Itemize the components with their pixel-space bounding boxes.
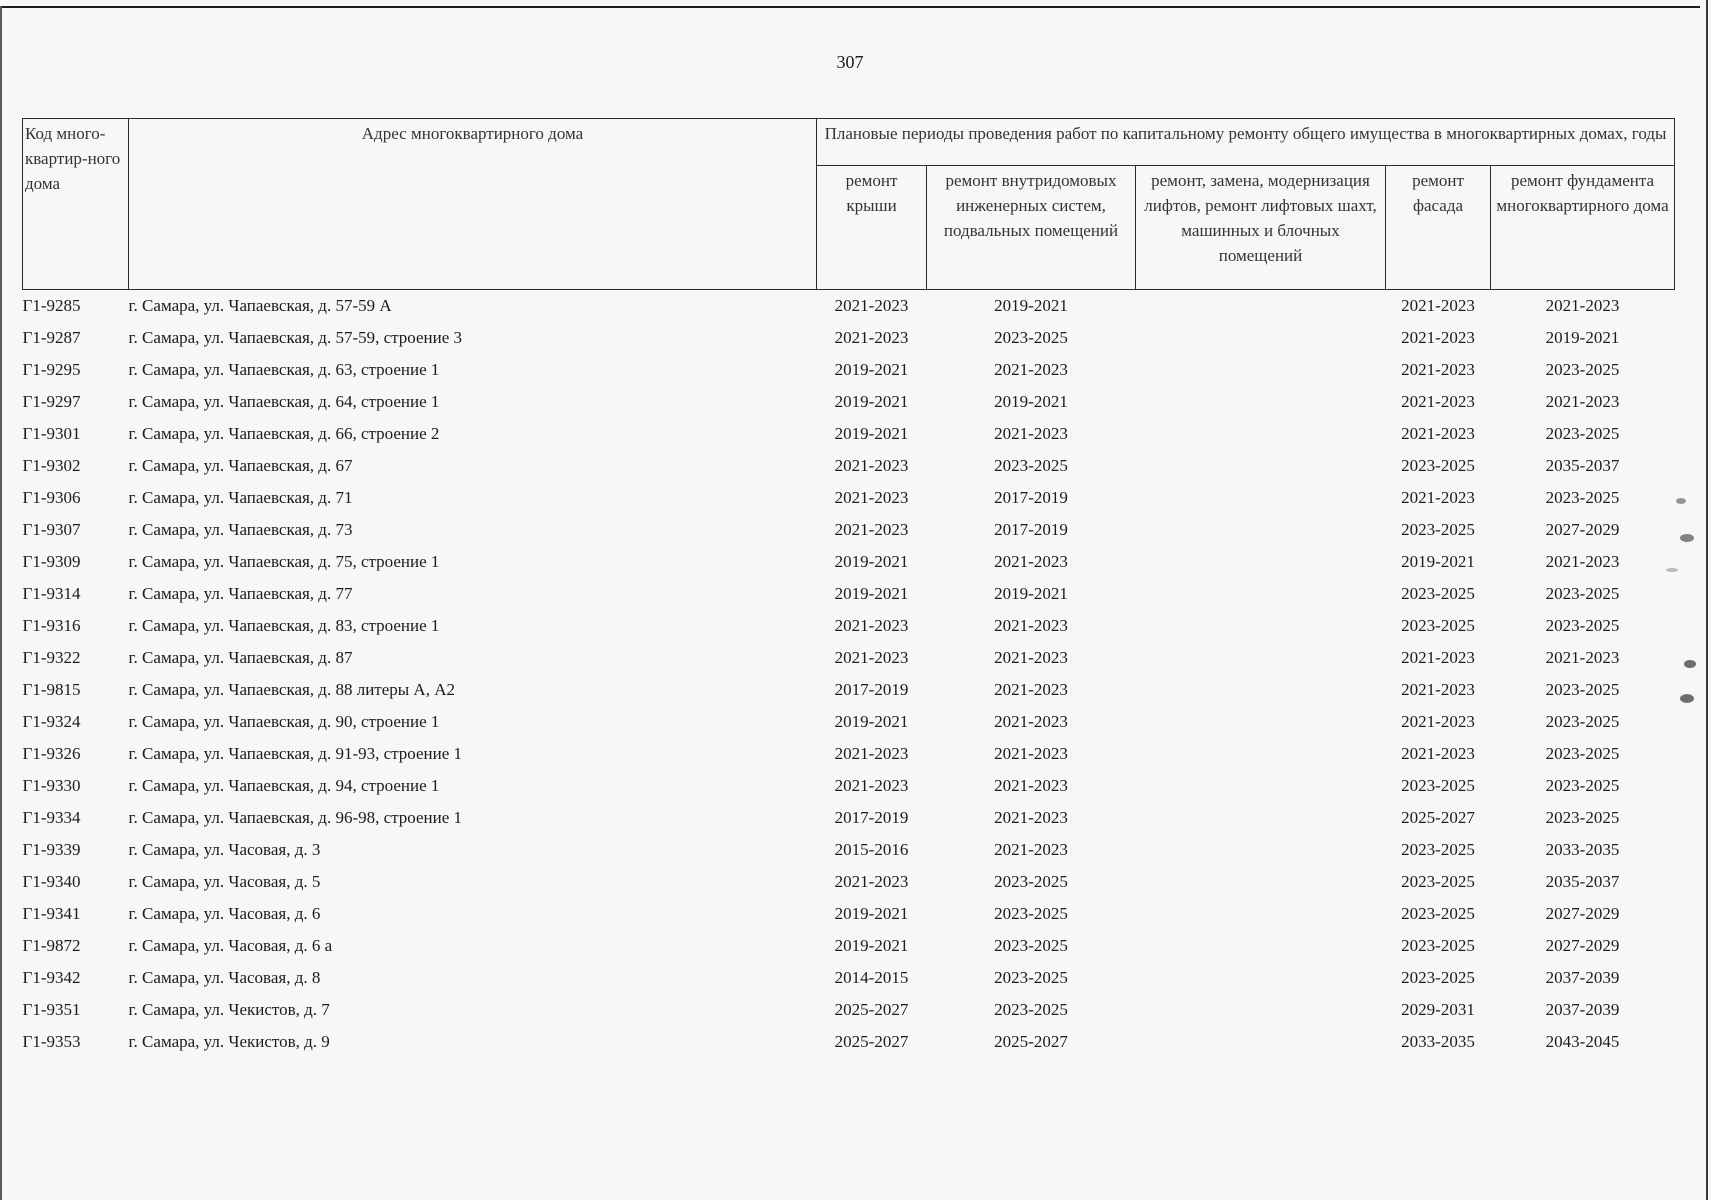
header-foundation: ремонт фундамента многоквартирного дома bbox=[1491, 166, 1675, 290]
row-code: Г1-9322 bbox=[22, 648, 81, 667]
row-foundation: 2023-2025 bbox=[1545, 808, 1620, 827]
row-roof: 2019-2021 bbox=[834, 424, 909, 443]
row-elevators bbox=[1136, 674, 1386, 706]
table-row bbox=[23, 962, 1675, 994]
row-facade: 2033-2035 bbox=[1401, 1032, 1475, 1051]
row-facade: 2023-2025 bbox=[1401, 872, 1475, 891]
header-planned-periods: Плановые периоды проведения работ по капитальному ремонту общего имущества в многоквартирных домах, годы bbox=[817, 119, 1675, 166]
table-row bbox=[23, 738, 1675, 770]
table-body bbox=[23, 290, 1675, 1059]
row-roof: 2019-2021 bbox=[834, 584, 909, 603]
row-foundation: 2023-2025 bbox=[1545, 776, 1620, 795]
row-code: Г1-9353 bbox=[22, 1032, 81, 1051]
table-row bbox=[23, 418, 1675, 450]
row-engineering: 2021-2023 bbox=[994, 680, 1068, 699]
row-elevators bbox=[1136, 930, 1386, 962]
row-address: г. Самара, ул. Чекистов, д. 7 bbox=[128, 1000, 330, 1019]
row-foundation: 2023-2025 bbox=[1545, 744, 1620, 763]
row-facade: 2023-2025 bbox=[1401, 904, 1475, 923]
header-address: Адрес многоквартирного дома bbox=[129, 119, 817, 290]
row-address: г. Самара, ул. Часовая, д. 5 bbox=[128, 872, 321, 891]
row-facade: 2023-2025 bbox=[1401, 776, 1475, 795]
row-foundation: 2019-2021 bbox=[1545, 328, 1620, 347]
row-engineering: 2019-2021 bbox=[994, 296, 1068, 315]
table-row bbox=[23, 482, 1675, 514]
row-roof: 2021-2023 bbox=[834, 520, 909, 539]
row-roof: 2021-2023 bbox=[834, 616, 909, 635]
row-engineering: 2023-2025 bbox=[994, 328, 1068, 347]
row-address: г. Самара, ул. Чапаевская, д. 94, строение 1 bbox=[128, 776, 440, 795]
row-engineering: 2023-2025 bbox=[994, 872, 1068, 891]
row-roof: 2019-2021 bbox=[834, 552, 909, 571]
header-engineering: ремонт внутридомовых инженерных систем, подвальных помещений bbox=[927, 166, 1136, 290]
row-foundation: 2023-2025 bbox=[1545, 584, 1620, 603]
row-roof: 2019-2021 bbox=[834, 936, 909, 955]
row-foundation: 2027-2029 bbox=[1545, 520, 1620, 539]
header-code: Код много-квартир-ного дома bbox=[23, 119, 129, 290]
row-roof: 2025-2027 bbox=[834, 1032, 909, 1051]
row-address: г. Самара, ул. Чапаевская, д. 88 литеры А, А2 bbox=[128, 680, 455, 699]
row-engineering: 2023-2025 bbox=[994, 904, 1068, 923]
table-row bbox=[23, 866, 1675, 898]
row-code: Г1-9301 bbox=[22, 424, 81, 443]
row-code: Г1-9295 bbox=[22, 360, 81, 379]
row-facade: 2021-2023 bbox=[1401, 680, 1475, 699]
row-engineering: 2021-2023 bbox=[994, 552, 1068, 571]
row-code: Г1-9815 bbox=[22, 680, 81, 699]
row-elevators bbox=[1136, 322, 1386, 354]
row-address: г. Самара, ул. Часовая, д. 6 bbox=[128, 904, 321, 923]
row-elevators bbox=[1136, 578, 1386, 610]
row-address: г. Самара, ул. Чекистов, д. 9 bbox=[128, 1032, 330, 1051]
row-code: Г1-9314 bbox=[22, 584, 81, 603]
row-foundation: 2027-2029 bbox=[1545, 904, 1620, 923]
row-facade: 2023-2025 bbox=[1401, 840, 1475, 859]
row-address: г. Самара, ул. Чапаевская, д. 63, строение 1 bbox=[128, 360, 440, 379]
row-elevators bbox=[1136, 866, 1386, 898]
row-elevators bbox=[1136, 642, 1386, 674]
row-engineering: 2021-2023 bbox=[994, 808, 1068, 827]
row-roof: 2019-2021 bbox=[834, 360, 909, 379]
row-address: г. Самара, ул. Чапаевская, д. 71 bbox=[128, 488, 353, 507]
table-row bbox=[23, 354, 1675, 386]
row-engineering: 2017-2019 bbox=[994, 520, 1068, 539]
scan-speck bbox=[1680, 534, 1694, 542]
row-foundation: 2021-2023 bbox=[1545, 296, 1620, 315]
row-engineering: 2021-2023 bbox=[994, 840, 1068, 859]
row-engineering: 2023-2025 bbox=[994, 1000, 1068, 1019]
row-engineering: 2021-2023 bbox=[994, 616, 1068, 635]
row-foundation: 2035-2037 bbox=[1545, 872, 1620, 891]
row-elevators bbox=[1136, 418, 1386, 450]
table-row bbox=[23, 386, 1675, 418]
row-address: г. Самара, ул. Чапаевская, д. 73 bbox=[128, 520, 353, 539]
row-roof: 2019-2021 bbox=[834, 904, 909, 923]
row-address: г. Самара, ул. Чапаевская, д. 57-59, строение 3 bbox=[128, 328, 463, 347]
row-code: Г1-9307 bbox=[22, 520, 81, 539]
row-foundation: 2021-2023 bbox=[1545, 392, 1620, 411]
row-code: Г1-9287 bbox=[22, 328, 81, 347]
page-number: 307 bbox=[836, 52, 864, 72]
row-elevators bbox=[1136, 514, 1386, 546]
row-facade: 2025-2027 bbox=[1401, 808, 1475, 827]
row-facade: 2021-2023 bbox=[1401, 328, 1475, 347]
row-foundation: 2023-2025 bbox=[1545, 616, 1620, 635]
row-facade: 2021-2023 bbox=[1401, 488, 1475, 507]
row-foundation: 2023-2025 bbox=[1545, 680, 1620, 699]
row-facade: 2021-2023 bbox=[1401, 648, 1475, 667]
scan-edge-top bbox=[0, 6, 1700, 8]
row-address: г. Самара, ул. Чапаевская, д. 83, строение 1 bbox=[128, 616, 440, 635]
header-roof: ремонт крыши bbox=[817, 166, 927, 290]
row-roof: 2021-2023 bbox=[834, 872, 909, 891]
row-code: Г1-9326 bbox=[22, 744, 81, 763]
table-row bbox=[23, 770, 1675, 802]
row-code: Г1-9342 bbox=[22, 968, 81, 987]
header-facade: ремонт фасада bbox=[1386, 166, 1491, 290]
row-engineering: 2021-2023 bbox=[994, 712, 1068, 731]
row-engineering: 2021-2023 bbox=[994, 360, 1068, 379]
table-row bbox=[23, 802, 1675, 834]
row-facade: 2021-2023 bbox=[1401, 392, 1475, 411]
row-foundation: 2027-2029 bbox=[1545, 936, 1620, 955]
row-foundation: 2021-2023 bbox=[1545, 552, 1620, 571]
row-address: г. Самара, ул. Часовая, д. 3 bbox=[128, 840, 321, 859]
row-code: Г1-9306 bbox=[22, 488, 81, 507]
row-address: г. Самара, ул. Чапаевская, д. 96-98, строение 1 bbox=[128, 808, 463, 827]
row-engineering: 2019-2021 bbox=[994, 584, 1068, 603]
row-engineering: 2023-2025 bbox=[994, 456, 1068, 475]
row-code: Г1-9309 bbox=[22, 552, 81, 571]
row-code: Г1-9334 bbox=[22, 808, 81, 827]
row-roof: 2021-2023 bbox=[834, 488, 909, 507]
scan-edge-right bbox=[1706, 0, 1708, 1200]
row-engineering: 2021-2023 bbox=[994, 744, 1068, 763]
row-elevators bbox=[1136, 450, 1386, 482]
row-foundation: 2021-2023 bbox=[1545, 648, 1620, 667]
row-engineering: 2023-2025 bbox=[994, 936, 1068, 955]
table-row bbox=[23, 322, 1675, 354]
row-elevators bbox=[1136, 482, 1386, 514]
row-roof: 2025-2027 bbox=[834, 1000, 909, 1019]
row-foundation: 2043-2045 bbox=[1545, 1032, 1620, 1051]
row-engineering: 2025-2027 bbox=[994, 1032, 1068, 1051]
row-elevators bbox=[1136, 962, 1386, 994]
scan-speck bbox=[1684, 660, 1696, 668]
table-row bbox=[23, 642, 1675, 674]
row-elevators bbox=[1136, 898, 1386, 930]
table-row bbox=[23, 610, 1675, 642]
row-elevators bbox=[1136, 290, 1386, 323]
row-roof: 2021-2023 bbox=[834, 744, 909, 763]
row-roof: 2019-2021 bbox=[834, 712, 909, 731]
scan-edge-left bbox=[0, 6, 2, 1200]
table-row bbox=[23, 898, 1675, 930]
row-roof: 2017-2019 bbox=[834, 808, 909, 827]
row-engineering: 2017-2019 bbox=[994, 488, 1068, 507]
row-code: Г1-9285 bbox=[22, 296, 81, 315]
row-elevators bbox=[1136, 738, 1386, 770]
row-code: Г1-9341 bbox=[22, 904, 81, 923]
row-engineering: 2023-2025 bbox=[994, 968, 1068, 987]
header-elevators: ремонт, замена, модернизация лифтов, ремонт лифтовых шахт, машинных и блочных помещений bbox=[1136, 166, 1386, 290]
row-engineering: 2019-2021 bbox=[994, 392, 1068, 411]
table-header bbox=[23, 119, 1675, 290]
row-facade: 2021-2023 bbox=[1401, 296, 1475, 315]
scan-speck bbox=[1666, 568, 1678, 572]
row-address: г. Самара, ул. Чапаевская, д. 90, строение 1 bbox=[128, 712, 440, 731]
row-code: Г1-9872 bbox=[22, 936, 81, 955]
row-facade: 2023-2025 bbox=[1401, 520, 1475, 539]
row-elevators bbox=[1136, 1026, 1386, 1058]
row-roof: 2015-2016 bbox=[834, 840, 909, 859]
row-code: Г1-9316 bbox=[22, 616, 81, 635]
row-facade: 2023-2025 bbox=[1401, 616, 1475, 635]
row-elevators bbox=[1136, 610, 1386, 642]
row-foundation: 2037-2039 bbox=[1545, 968, 1620, 987]
row-elevators bbox=[1136, 834, 1386, 866]
row-roof: 2014-2015 bbox=[834, 968, 909, 987]
row-elevators bbox=[1136, 386, 1386, 418]
row-code: Г1-9330 bbox=[22, 776, 81, 795]
row-elevators bbox=[1136, 802, 1386, 834]
row-elevators bbox=[1136, 770, 1386, 802]
row-code: Г1-9339 bbox=[22, 840, 81, 859]
table-row bbox=[23, 674, 1675, 706]
table-row bbox=[23, 514, 1675, 546]
row-engineering: 2021-2023 bbox=[994, 776, 1068, 795]
row-elevators bbox=[1136, 706, 1386, 738]
repair-schedule-table bbox=[22, 118, 1675, 1058]
row-facade: 2023-2025 bbox=[1401, 584, 1475, 603]
row-address: г. Самара, ул. Чапаевская, д. 77 bbox=[128, 584, 353, 603]
row-code: Г1-9351 bbox=[22, 1000, 81, 1019]
scan-speck bbox=[1680, 694, 1694, 703]
row-code: Г1-9324 bbox=[22, 712, 81, 731]
row-address: г. Самара, ул. Часовая, д. 8 bbox=[128, 968, 321, 987]
row-foundation: 2035-2037 bbox=[1545, 456, 1620, 475]
row-facade: 2019-2021 bbox=[1401, 552, 1475, 571]
row-code: Г1-9340 bbox=[22, 872, 81, 891]
row-facade: 2021-2023 bbox=[1401, 712, 1475, 731]
row-facade: 2023-2025 bbox=[1401, 936, 1475, 955]
row-address: г. Самара, ул. Часовая, д. 6 а bbox=[128, 936, 333, 955]
row-foundation: 2023-2025 bbox=[1545, 488, 1620, 507]
row-facade: 2029-2031 bbox=[1401, 1000, 1475, 1019]
row-foundation: 2023-2025 bbox=[1545, 360, 1620, 379]
row-facade: 2021-2023 bbox=[1401, 744, 1475, 763]
row-address: г. Самара, ул. Чапаевская, д. 75, строение 1 bbox=[128, 552, 440, 571]
row-foundation: 2033-2035 bbox=[1545, 840, 1620, 859]
table-row bbox=[23, 450, 1675, 482]
table-row bbox=[23, 994, 1675, 1026]
row-roof: 2021-2023 bbox=[834, 296, 909, 315]
row-facade: 2023-2025 bbox=[1401, 456, 1475, 475]
row-address: г. Самара, ул. Чапаевская, д. 87 bbox=[128, 648, 353, 667]
table-row bbox=[23, 578, 1675, 610]
row-address: г. Самара, ул. Чапаевская, д. 67 bbox=[128, 456, 353, 475]
row-roof: 2021-2023 bbox=[834, 328, 909, 347]
row-address: г. Самара, ул. Чапаевская, д. 57-59 А bbox=[128, 296, 392, 315]
row-foundation: 2023-2025 bbox=[1545, 712, 1620, 731]
table-row bbox=[23, 930, 1675, 962]
table-row bbox=[23, 1026, 1675, 1058]
row-facade: 2023-2025 bbox=[1401, 968, 1475, 987]
row-roof: 2019-2021 bbox=[834, 392, 909, 411]
row-roof: 2021-2023 bbox=[834, 776, 909, 795]
row-engineering: 2021-2023 bbox=[994, 648, 1068, 667]
row-foundation: 2023-2025 bbox=[1545, 424, 1620, 443]
row-elevators bbox=[1136, 546, 1386, 578]
row-address: г. Самара, ул. Чапаевская, д. 91-93, строение 1 bbox=[128, 744, 463, 763]
table-row bbox=[23, 706, 1675, 738]
scan-speck bbox=[1676, 498, 1686, 504]
row-elevators bbox=[1136, 354, 1386, 386]
table-row bbox=[23, 546, 1675, 578]
table-row bbox=[23, 834, 1675, 866]
row-code: Г1-9297 bbox=[22, 392, 81, 411]
row-engineering: 2021-2023 bbox=[994, 424, 1068, 443]
row-roof: 2021-2023 bbox=[834, 648, 909, 667]
row-code: Г1-9302 bbox=[22, 456, 81, 475]
row-roof: 2017-2019 bbox=[834, 680, 909, 699]
row-elevators bbox=[1136, 994, 1386, 1026]
row-address: г. Самара, ул. Чапаевская, д. 64, строение 1 bbox=[128, 392, 440, 411]
table-row bbox=[23, 290, 1675, 323]
row-facade: 2021-2023 bbox=[1401, 360, 1475, 379]
row-address: г. Самара, ул. Чапаевская, д. 66, строение 2 bbox=[128, 424, 440, 443]
row-foundation: 2037-2039 bbox=[1545, 1000, 1620, 1019]
row-facade: 2021-2023 bbox=[1401, 424, 1475, 443]
row-roof: 2021-2023 bbox=[834, 456, 909, 475]
